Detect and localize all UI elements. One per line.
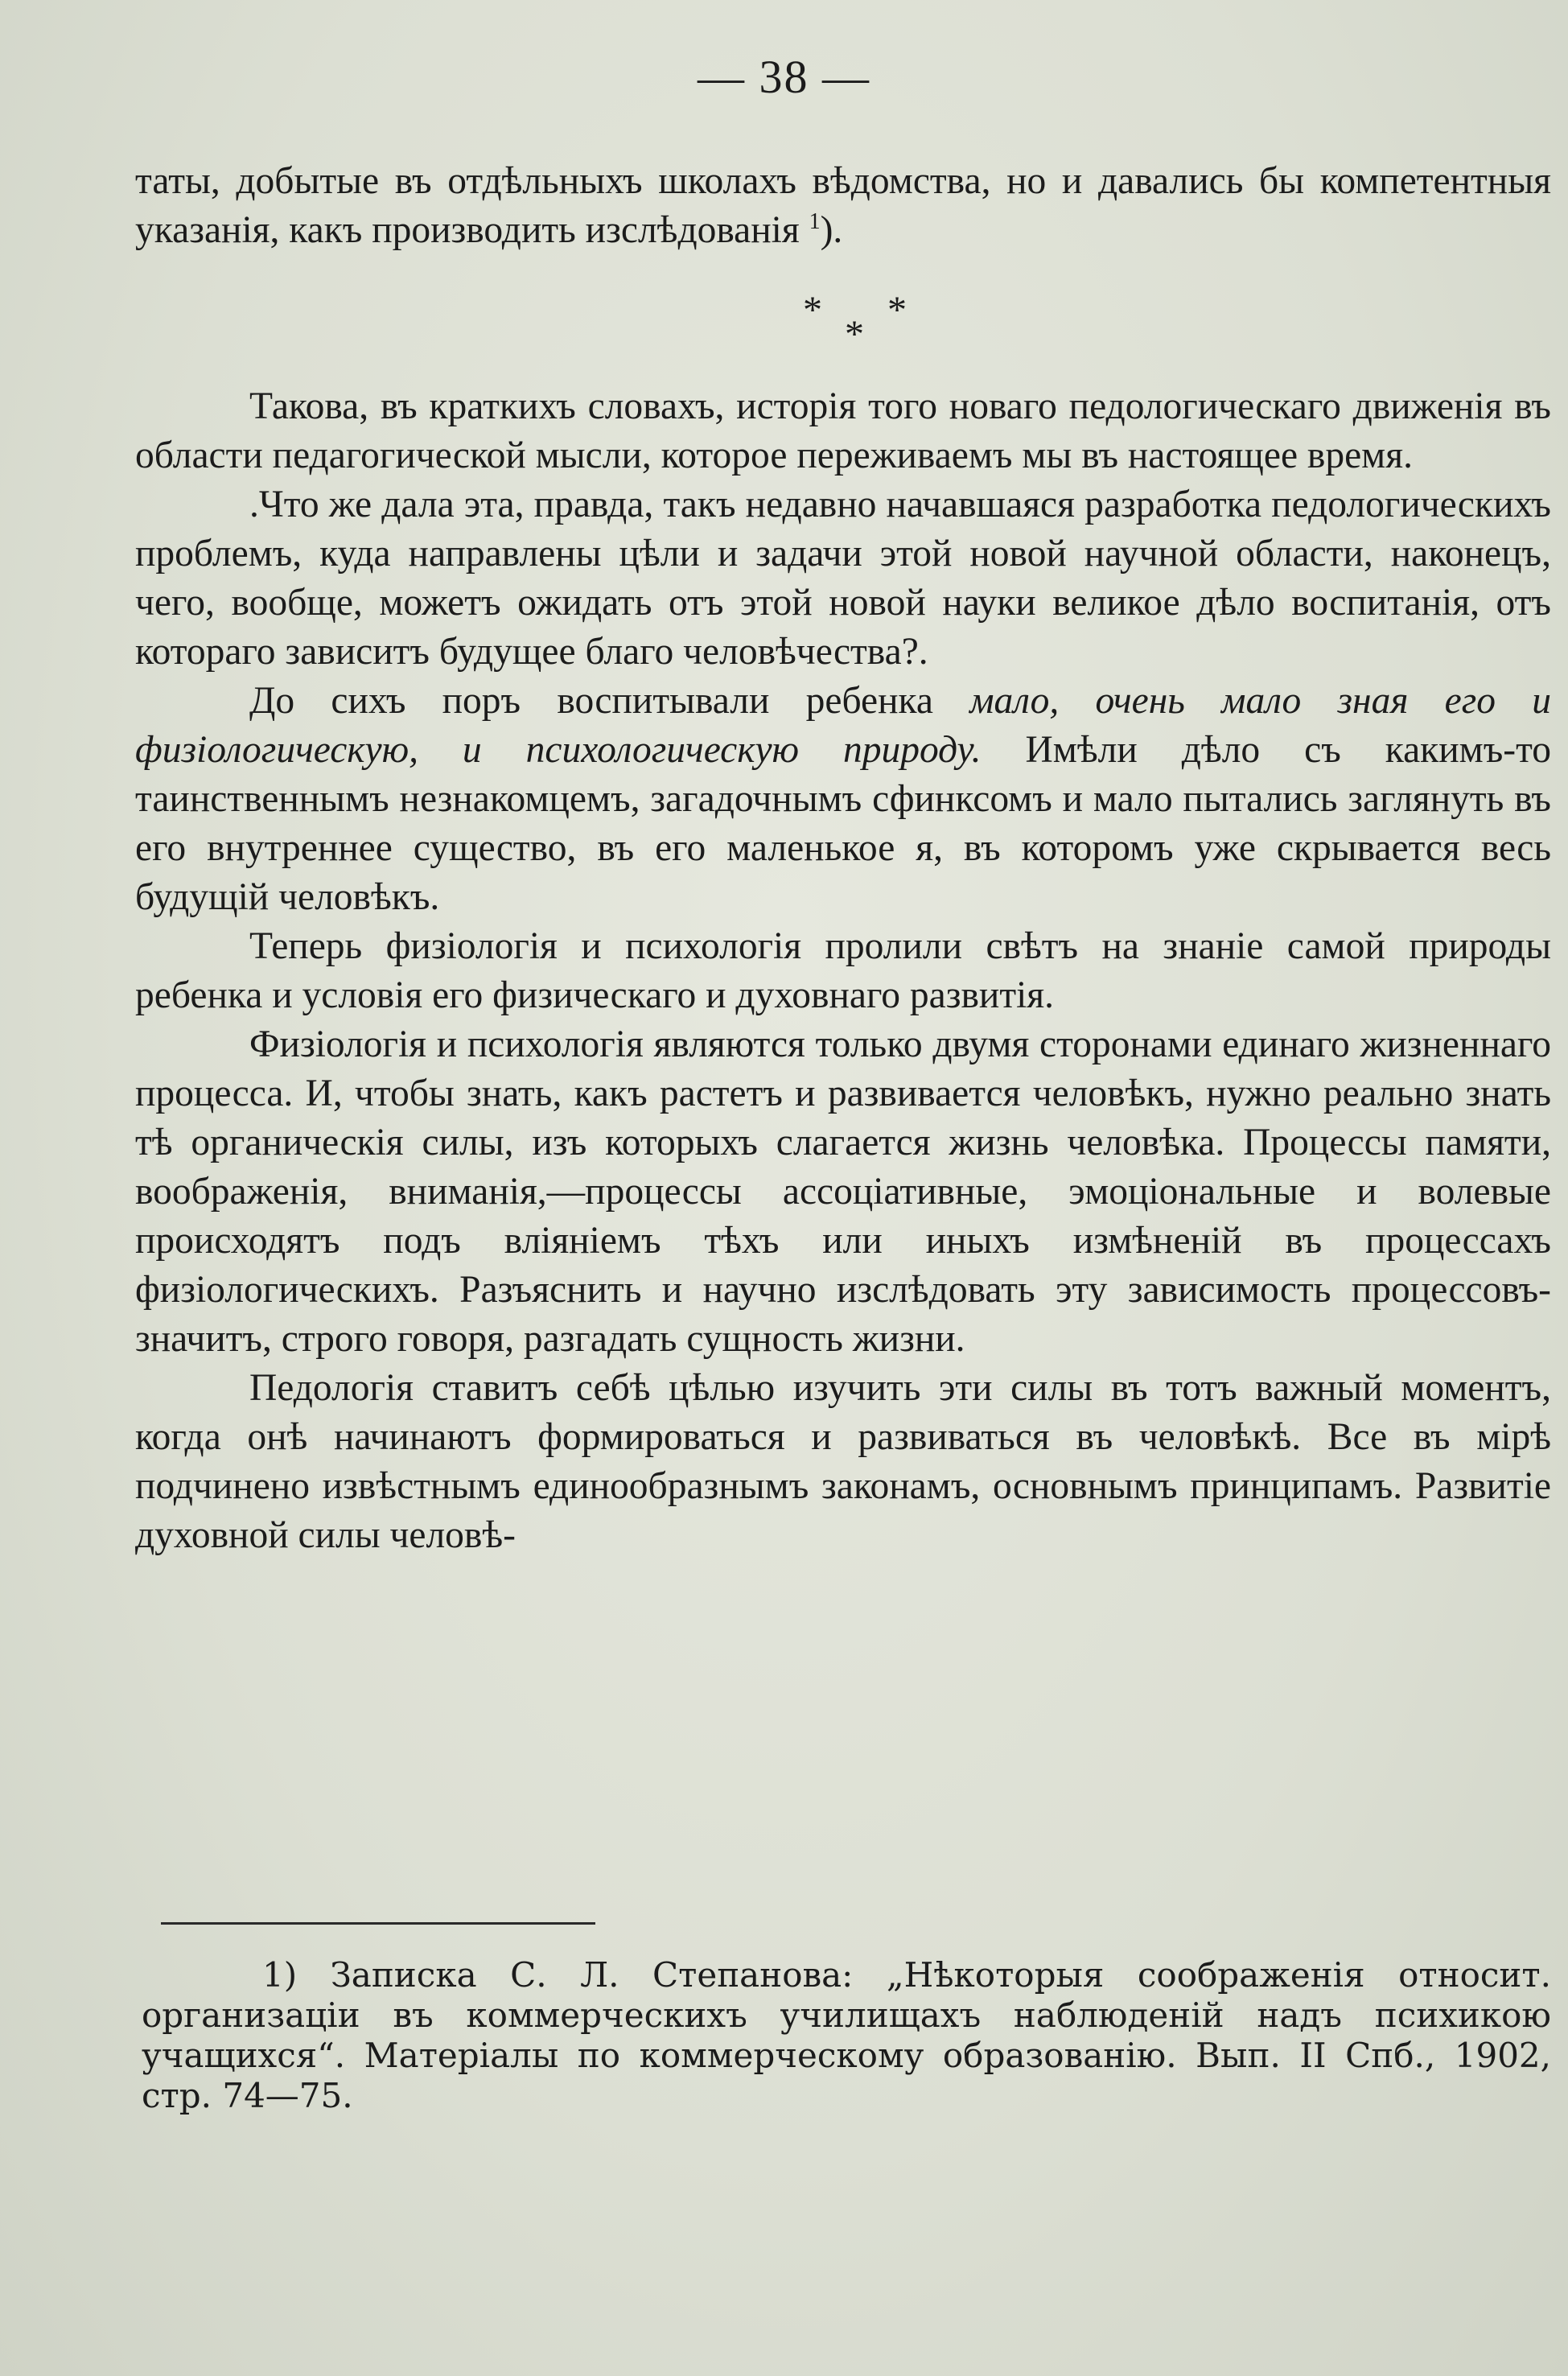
paragraph-3 — [135, 677, 1551, 922]
footnote-text — [142, 1955, 1551, 2116]
paragraph-4: Теперь физіологія и психологія пролили свѣтъ на знаніе самой природы ребенка и условія его физическаго и духовнаго развитія. — [135, 925, 1551, 1016]
asterisk: * — [845, 313, 864, 356]
footnote — [142, 1955, 1551, 2116]
paragraph-3-end: Имѣли дѣло съ какимъ-то таинственнымъ незнакомцемъ, загадочнымъ сфинксомъ и мало пытались заглянуть въ его внутреннее существо, въ его маленькое я, въ которомъ уже скрывается весь будущій человѣкъ. — [135, 729, 1552, 918]
continuation-paragraph — [135, 157, 1551, 255]
asterisk: * — [803, 289, 822, 331]
paragraph-5: Физіологія и психологія являются только двумя сторонами единаго жизненнаго процесса. И, чтобы знать, какъ растетъ и развивается человѣкъ, нужно реально знать тѣ органическія силы, изъ которыхъ слагается жизнь человѣка. Процессы памяти, воображенія, вниманія,—процессы ассоціативные, эмоціональные и волевые происходятъ подъ вліяніемъ тѣхъ или иныхъ измѣненій въ процессахъ физіологическихъ. Разъяснить и научно изслѣдовать эту зависимость процессовъ-значитъ, строго говоря, разгадать сущность жизни. — [135, 1023, 1551, 1360]
paragraph-6: Педологія ставитъ себѣ цѣлью изучить эти силы въ тотъ важный моментъ, когда онѣ начинаютъ формироваться и развиваться въ человѣкѣ. Все въ мірѣ подчинено извѣстнымъ единообразнымъ законамъ, основнымъ принципамъ. Развитіе духовной силы человѣ- — [135, 1367, 1551, 1556]
footnote-body: Записка С. Л. Степанова: „Нѣкоторыя соображенія относит. организаціи въ коммерческихъ училищахъ наблюденій надъ психикою учащихся“. Матеріалы по коммерческому образованію. Вып. II Спб., 1902, стр. 74—75. — [142, 1955, 1551, 2115]
page-number: — 38 — — [698, 51, 870, 103]
paragraph-2: .Что же дала эта, правда, такъ недавно начавшаяся разработка педологическихъ проблемъ, куда направлены цѣли и задачи этой новой научной области, наконецъ, чего, вообще, можетъ ожидать отъ этой новой науки великое дѣло воспитанія, отъ котораго зависитъ будущее благо человѣчества?. — [135, 484, 1551, 673]
main-text — [135, 157, 1551, 1560]
continuation-end: ). — [820, 209, 843, 251]
footnote-ref: 1 — [809, 209, 821, 235]
paragraph-1: Такова, въ краткихъ словахъ, исторія того новаго педологическаго движенія въ области педагогической мысли, которое переживаемъ мы въ настоящее время. — [135, 385, 1551, 476]
footnote-marker: 1) — [262, 1955, 298, 1995]
paragraph-3-italic: мало, очень мало зная его и физіологическую, и психологическую природу. — [135, 680, 1552, 771]
section-separator — [135, 270, 1551, 382]
footnote-divider — [161, 1922, 595, 1925]
continuation-text: таты, добытые въ отдѣльныхъ школахъ вѣдомства, но и давались бы компетентныя указанія, какъ производить изслѣдованія — [135, 160, 1551, 251]
asterisk: * — [887, 289, 907, 331]
paragraph-3-start: До сихъ поръ воспитывали ребенка — [249, 680, 933, 722]
